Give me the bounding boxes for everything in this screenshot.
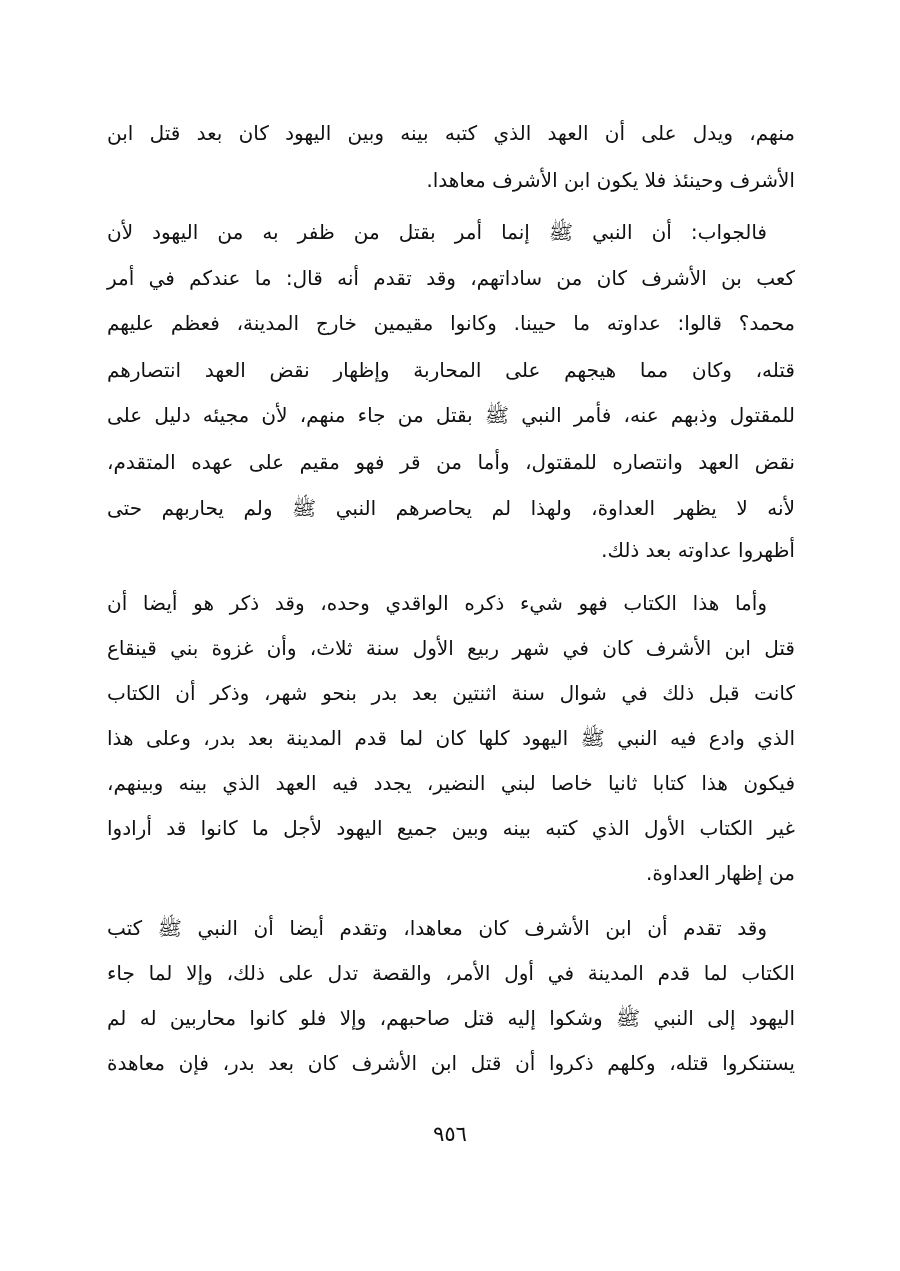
text-line: محمد؟ قالوا: عداوته ما حيينا. وكانوا مقيمين خارج المدينة، فعظم عليهم [107, 311, 795, 335]
text-line: كعب بن الأشرف كان من ساداتهم، وقد تقدم أنه قال: ما عندكم في أمر [107, 266, 795, 290]
text-line: الأشرف وحينئذ فلا يكون ابن الأشرف معاهدا. [426, 168, 795, 192]
text-line: من إظهار العداوة. [646, 861, 795, 885]
text-line: منهم، ويدل على أن العهد الذي كتبه بينه وبين اليهود كان بعد قتل ابن [107, 121, 795, 145]
text-line: يستنكروا قتله، وكلهم ذكروا أن قتل ابن الأشرف كان بعد بدر، فإن معاهدة [107, 1051, 795, 1075]
text-line: وقد تقدم أن ابن الأشرف كان معاهدا، وتقدم أيضا أن النبي ﷺ كتب [107, 916, 767, 940]
text-line: كانت قبل ذلك في شوال سنة اثنتين بعد بدر بنحو شهر، وذكر أن الكتاب [107, 681, 795, 705]
text-line: الذي وادع فيه النبي ﷺ اليهود كلها كان لما قدم المدينة بعد بدر، وعلى هذا [107, 726, 795, 750]
text-line: فالجواب: أن النبي ﷺ إنما أمر بقتل من ظفر به من اليهود لأن [107, 220, 767, 244]
page-number: ٩٥٦ [433, 1122, 467, 1146]
text-line: لأنه لا يظهر العداوة، ولهذا لم يحاصرهم النبي ﷺ ولم يحاربهم حتى [107, 496, 795, 520]
text-line: فيكون هذا كتابا ثانيا خاصا لبني النضير، يجدد فيه العهد الذي بينه وبينهم، [107, 771, 795, 795]
text-line: اليهود إلى النبي ﷺ وشكوا إليه قتل صاحبهم، وإلا فلو كانوا محاربين له لم [107, 1006, 795, 1030]
text-line: أظهروا عداوته بعد ذلك. [601, 538, 795, 562]
text-line: للمقتول وذبهم عنه، فأمر النبي ﷺ بقتل من جاء منهم، لأن مجيئه دليل على [107, 403, 795, 427]
text-line: غير الكتاب الأول الذي كتبه بينه وبين جميع اليهود لأجل ما كانوا قد أرادوا [107, 816, 795, 840]
text-line: الكتاب لما قدم المدينة في أول الأمر، والقصة تدل على ذلك، وإلا لما جاء [107, 961, 795, 985]
text-line: نقض العهد وانتصاره للمقتول، وأما من قر فهو مقيم على عهده المتقدم، [107, 450, 795, 474]
text-line: وأما هذا الكتاب فهو شيء ذكره الواقدي وحده، وقد ذكر هو أيضا أن [107, 591, 767, 615]
text-line: قتله، وكان مما هيجهم على المحاربة وإظهار نقض العهد انتصارهم [107, 358, 795, 382]
text-line: قتل ابن الأشرف كان في شهر ربيع الأول سنة ثلاث، وأن غزوة بني قينقاع [107, 636, 795, 660]
